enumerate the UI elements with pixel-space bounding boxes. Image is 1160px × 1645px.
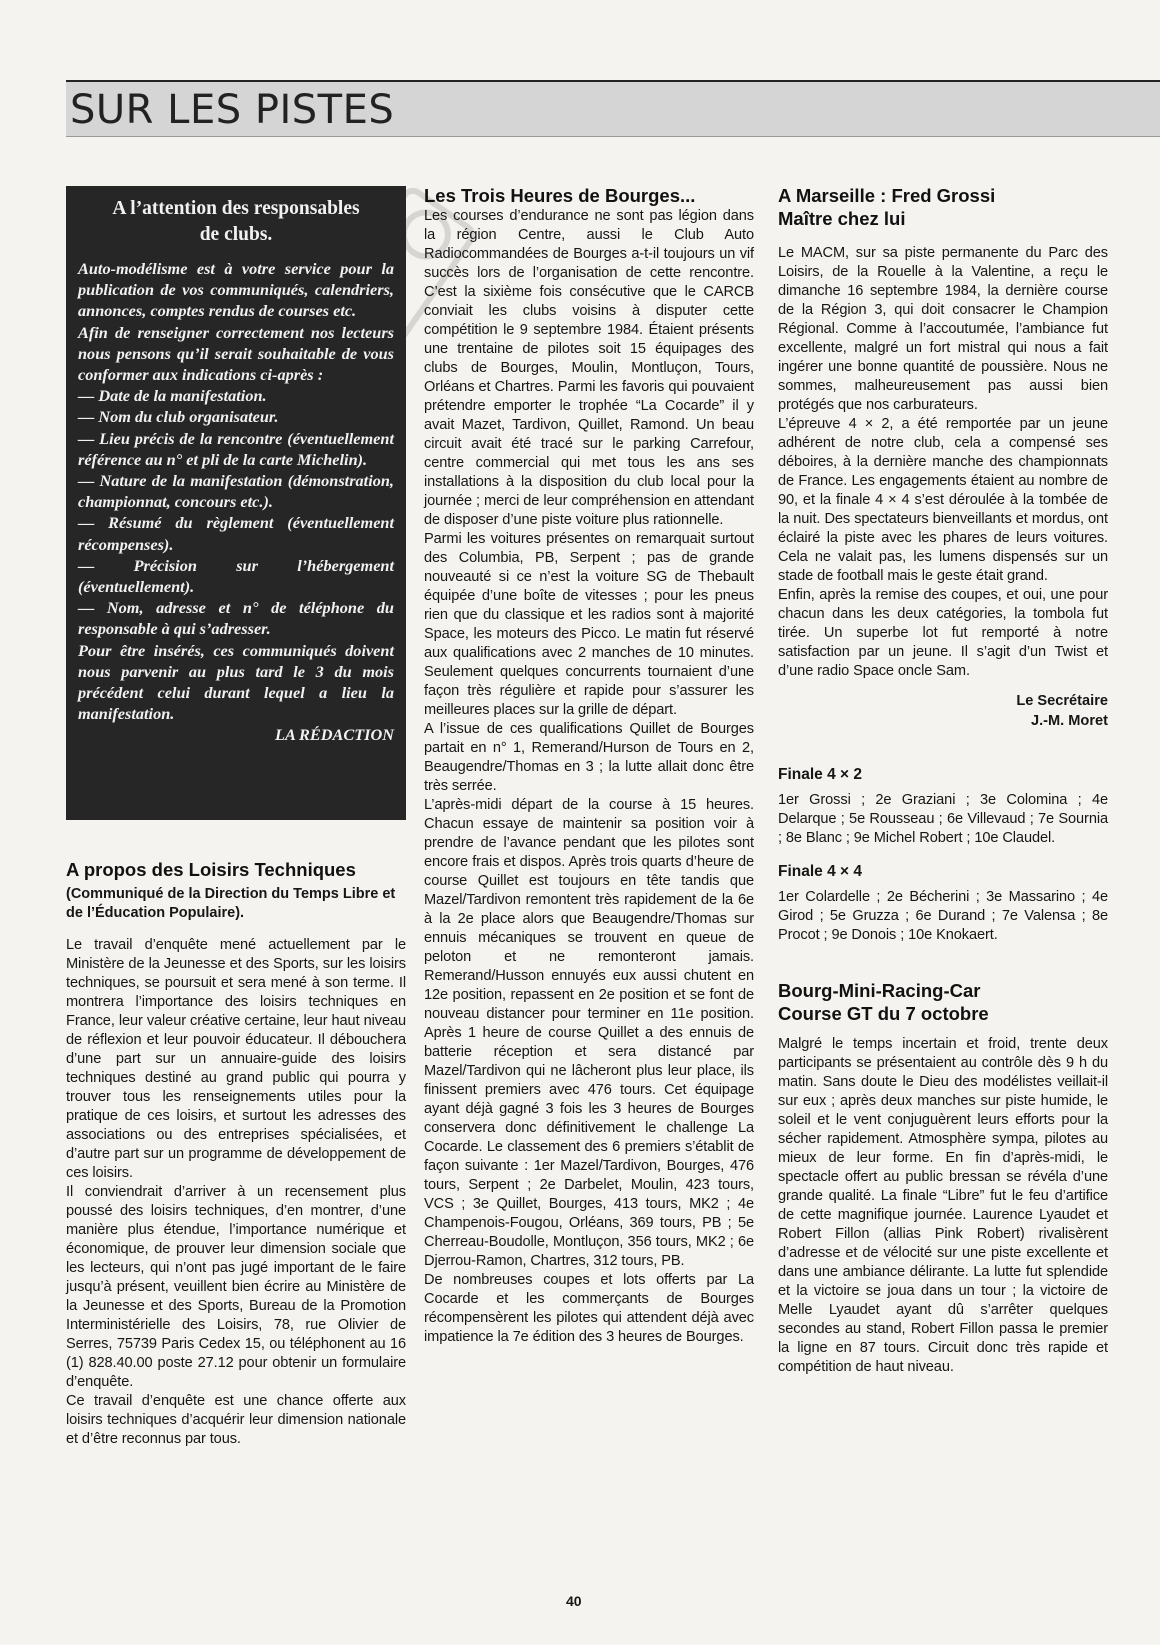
paragraph: Malgré le temps incertain et froid, trente deux participants se présentaient au contrôle dès 9 h du matin. Sans doute le Dieu des modélistes veillait-il sur eux ; après deux manches sur piste humide, le soleil et le vent conjuguèrent leurs efforts pour la sécher rapidement. Atmosphère sympa, pilotes au mieux de leur forme. En fin d’après-midi, le spectacle offert au public bressan se révéla d’une grande qualité. La finale “Libre” fut le feu d’artifice de cette magnifique journée. Laurence Lyaudet et Robert Fillon (allias Pink Robert) rivalisèrent d’adresse et de vélocité sur une piste excellente et dans une ambiance délirante. La lutte fut splendide et la victoire se joua dans un tour ; la victoire de Melle Lyaudet ayant dû s’arrêter quelques secondes au stand, Robert Fillon passa le premier la ligne en 87 tours. Circuit donc très rapide et compétition de haut niveau. — [778, 1036, 1108, 1375]
notice-line: Auto-modélisme est à votre service pour la publication de vos communiqués, calendriers, annonces, comptes rendus de courses etc. — [78, 259, 394, 321]
article-title-line: Course GT du 7 octobre — [778, 1003, 989, 1024]
notice-line: — Nature de la manifestation (démonstration, championnat, concours etc.). — [78, 471, 394, 512]
signature-title: Le Secrétaire — [1016, 693, 1108, 709]
article-title — [778, 979, 1108, 1025]
finale-4x2-title: Finale 4 × 2 — [778, 766, 863, 783]
finale-4x4-results: 1er Colardelle ; 2e Bécherini ; 3e Massarino ; 4e Girod ; 5e Gruzza ; 6e Durand ; 7e Valensa ; 8e Procot ; 9e Donois ; 10e Knokaert. — [778, 889, 1108, 943]
notice-title-line: A l’attention des responsables — [112, 198, 360, 219]
notice-line: — Nom, adresse et n° de téléphone du responsable à qui s’adresser. — [78, 598, 394, 639]
paragraph: A l’issue de ces qualifications Quillet de Bourges partait en n° 1, Remerand/Hurson de Tours en 2, Beaugendre/Thomas en 3 ; la lutte allait donc être très serrée. — [424, 721, 754, 794]
paragraph: Les courses d’endurance ne sont pas légion dans la région Centre, aussi le Club Auto Radiocommandées de Bourges a-t-il toujours un vif succès lors de l’organisation de cette rencontre. C’est la sixième fois consécutive que le CARCB conviait les clubs voisins à disputer cette compétition le 9 septembre 1984. Étaient présents une trentaine de pilotes soit 15 équipages des clubs de Bourges, Moulin, Montluçon, Tours, Orléans et Chartres. Parmi les favoris qui pouvaient prétendre emporter le trophée “La Cocarde” il y avait Mazet, Tardivon, Quillet, Ramond. Un beau circuit avait été tracé sur le parking Carrefour, centre commercial qui met tous les ans ses installations à la disposition du club local pour la journée ; merci de leur compréhension en attendant de disposer d’une piste voiture plus rationnelle. — [424, 208, 754, 528]
section-title: SUR LES PISTES — [70, 87, 395, 133]
paragraph: Enfin, après la remise des coupes, et oui, une pour chacun dans les deux catégories, la tombola fut tirée. Un superbe lot fut remporté à notre satisfaction par un jeune. Il s’agit d’un Twist et d’une radio Space oncle Sam. — [778, 587, 1108, 679]
paragraph: Ce travail d’enquête est une chance offerte aux loisirs techniques d’acquérir leur dimension nationale et d’être reconnus par tous. — [66, 1393, 406, 1447]
notice-title — [78, 196, 394, 248]
notice-line: — Lieu précis de la rencontre (éventuellement référence au n° et pli de la carte Michelin). — [78, 428, 394, 469]
article-marseille — [778, 184, 1108, 1377]
article-title — [778, 184, 1108, 230]
article-title: A propos des Loisirs Techniques — [66, 859, 356, 880]
article-title-line: Maître chez lui — [778, 208, 906, 229]
notice-signature: LA RÉDACTION — [275, 725, 394, 745]
finale-4x2-results: 1er Grossi ; 2e Graziani ; 3e Colomina ; 4e Delarque ; 5e Rousseau ; 6e Villevaud ; 7e Sournia ; 8e Blanc ; 9e Michel Robert ; 10e Claudel. — [778, 792, 1108, 846]
paragraph: L’épreuve 4 × 2, a été remportée par un jeune adhérent de notre club, cela a compensé ses déboires, à la dernière manche des championnats de France. Les engagements étaient au nombre de 90, et la finale 4 × 4 s’est déroulée à la tombée de la nuit. Des spectateurs bienveillants et mordus, ont éclairé la piste avec les phares de leurs voitures. Cela ne valait pas, les lumens dispensés sur un stade de football mais le geste était grand. — [778, 416, 1108, 584]
paragraph: Il conviendrait d’arriver à un recensement plus poussé des loisirs techniques, d’en montrer, d’une manière plus étendue, l’importance numérique et économique, de prouver leur dimension sociale que les lecteurs, qui n’ont pas jugé important de le faire jusqu’à présent, veuillent bien écrire au Ministère de la Jeunesse et des Sports, Bureau de la Promotion Interministérielle des Loisirs, 78, rue Olivier de Serres, 75739 Paris Cedex 15, ou téléphonent au 16 (1) 828.40.00 poste 27.12 pour obtenir un formulaire d’enquête. — [66, 1184, 406, 1390]
notice-line: — Précision sur l’hébergement (éventuellement). — [78, 555, 394, 597]
notice-line: Afin de renseigner correctement nos lecteurs nous pensons qu’il serait souhaitable de vous conformer aux indications ci-après : — [78, 322, 394, 385]
paragraph: De nombreuses coupes et lots offerts par La Cocarde et les commerçants de Bourges récompensèrent les pilotes qui attendent déjà avec impatience la 7e édition des 3 heures de Bourges. — [424, 1272, 754, 1345]
notice-box — [66, 186, 406, 820]
article-loisirs — [66, 858, 406, 1449]
article-title-line: A Marseille : Fred Grossi — [778, 185, 996, 206]
article-title: Les Trois Heures de Bourges... — [424, 185, 696, 206]
notice-title-line: de clubs. — [199, 224, 273, 245]
finale-4x4-title: Finale 4 × 4 — [778, 863, 863, 880]
article-subtitle: (Communiqué de la Direction du Temps Libre et de l’Éducation Populaire). — [66, 886, 396, 921]
notice-line: — Date de la manifestation. — [78, 386, 267, 406]
section-header — [66, 80, 1160, 137]
paragraph: Le travail d’enquête mené actuellement par le Ministère de la Jeunesse et des Sports, sur les loisirs techniques, se poursuit et sera mené à son terme. Il montrera l’importance des loisirs techniques en France, leur valeur créative certaine, leur haut niveau de réflexion et leur pouvoir éducateur. Il débouchera d’une part sur un annuaire-guide des loisirs techniques destiné au grand public qui pourra y trouver tous les renseignements utiles pour la pratique de ces loisirs, et surtout les adresses des associations ou des entreprises spécialisées, et d’autre part sur un programme de développement de ces loisirs. — [66, 937, 406, 1181]
page-number: 40 — [566, 1593, 582, 1609]
paragraph: L’après-midi départ de la course à 15 heures. Chacun essaye de maintenir sa position voir à prendre de l’avance pendant que les pilotes sont encore frais et dispos. Après trois quarts d’heure de course Quillet est toujours en tête tandis que Mazel/Tardivon remontent très rapidement de la 6e à la 2e place alors que Beaugendre/Thomas sur ennuis mécaniques se trouvent en queue de peloton et ne remonteront jamais. Remerand/Husson ennuyés eux aussi chutent en 12e position, repassent en 2e position et se font de nouveau distancer pour terminer en 11e position. Après 1 heure de course Quillet a des ennuis de batterie réception et sera distancé par Mazel/Tardivon qui ne lâcheront plus leur place, ils finissent premiers avec 476 tours. Cet équipage ayant déjà gagné 3 fois les 3 heures de Bourges conservera donc définitivement le challenge La Cocarde. Le classement des 6 premiers s’établit de façon suivante : 1er Mazel/Tardivon, Bourges, 476 tours, Serpent ; 2e Darbelet, Moulin, 423 tours, VCS ; 3e Quillet, Bourges, 413 tours, MK2 ; 4e Champenois-Fougou, Orléans, 369 tours, PB ; 5e Cherreau-Boudolle, Montluçon, 356 tours, MK2 ; 6e Djerrou-Ramon, Chartres, 312 tours, PB. — [424, 797, 754, 1269]
paragraph: Le MACM, sur sa piste permanente du Parc des Loisirs, de la Rouelle à la Valentine, a reçu le dimanche 16 septembre 1984, la dernière course de la Région 3, qui doit consacrer le Champion Régional. Comme à l’accoutumée, l’ambiance fut excellente, malgré un fort mistral qui nous a fait ingérer une bonne quantité de poussière. Nous ne sommes, malheureusement pas aussi bien protégés que nos carburateurs. — [778, 245, 1108, 413]
notice-line: — Nom du club organisateur. — [78, 407, 279, 427]
notice-line: Pour être insérés, ces communiqués doivent nous parvenir au plus tard le 3 du mois précédent celui durant lequel a lieu la manifestation. — [78, 640, 394, 724]
article-bourges — [424, 184, 754, 1347]
paragraph: Parmi les voitures présentes on remarquait surtout des Columbia, PB, Serpent ; pas de grande nouveauté si ce n’est la voiture SG de Thebault équipée d’une boîte de vitesses ; pour les pneus rien que du classique et les radios sont à majorité Space, les moteurs des Picco. Le matin fut réservé aux qualifications avec 2 manches de 10 minutes. Seulement quelques concurrents tournaient d’une façon très régulière et rapide pour s’assurer les meilleures places sur la grille de départ. — [424, 531, 754, 718]
notice-line: — Résumé du règlement (éventuellement récompenses). — [78, 513, 394, 554]
article-title-line: Bourg-Mini-Racing-Car — [778, 980, 981, 1001]
signature-name: J.-M. Moret — [1030, 713, 1108, 729]
